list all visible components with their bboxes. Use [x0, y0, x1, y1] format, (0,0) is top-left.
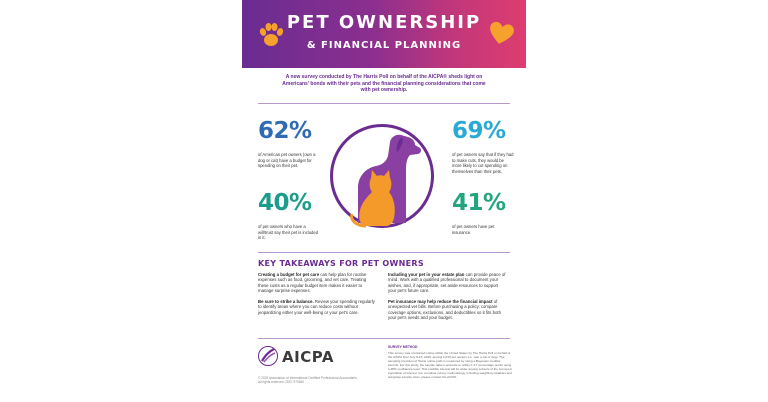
takeaway-body: can help plan for routine expenses such as food, grooming, and vet care. Treating these costs as a regular budget item makes it easier to manage surprise expenses.	[258, 272, 367, 293]
intro-text: A new survey conducted by The Harris Poll on behalf of the AICPA® sheds light on Americans' bonds with their pets and the financial planning considerations that come with pet ownership.	[282, 74, 486, 94]
copyright-text: © 2025 Association of International Certified Professional Accountants. All rights reserved. 2507-970840	[258, 376, 358, 385]
aicpa-logo: AICPA	[282, 348, 334, 366]
stat-value: 62%	[258, 118, 312, 144]
divider	[258, 338, 510, 339]
heart-icon	[488, 22, 514, 46]
takeaways-title: KEY TAKEAWAYS FOR PET OWNERS	[258, 259, 424, 268]
takeaway-item	[388, 272, 506, 293]
header-banner	[242, 0, 526, 68]
takeaway-item	[388, 299, 506, 320]
stat-description: of pet owners who have a will/trust say their pet is included in it.	[258, 224, 319, 241]
survey-method-title: SURVEY METHOD	[388, 345, 418, 349]
divider	[258, 103, 510, 104]
takeaway-bold: Pet insurance may help reduce the financial impact	[388, 299, 493, 304]
takeaway-body: Review your spending regularly to identify areas where you can reduce costs without jeopardizing either your well-being or your pet's care.	[258, 299, 375, 315]
aicpa-logo-icon	[258, 346, 278, 366]
takeaway-item	[258, 272, 376, 293]
takeaway-bold: Including your pet in your estate plan	[388, 272, 465, 277]
stat-value: 69%	[452, 118, 506, 144]
takeaway-bold: Be sure to strike a balance.	[258, 299, 314, 304]
stat-description: of pet owners have pet insurance.	[452, 224, 495, 235]
stat-value: 40%	[258, 190, 312, 216]
page-subtitle: & FINANCIAL PLANNING	[306, 40, 462, 51]
stat-value: 41%	[452, 190, 506, 216]
dog-and-cat-icon	[336, 128, 434, 230]
page-title: PET OWNERSHIP	[286, 12, 482, 33]
takeaway-item	[258, 299, 376, 315]
takeaway-bold: Creating a budget for pet care	[258, 272, 320, 277]
stat-description: of American pet owners (own a dog or cat) have a budget for spending on their pet.	[258, 152, 316, 169]
takeaway-body: of unexpected vet bills. Before purchasing a policy, compare coverage options, exclusions, and deductibles so it fits both your pet's needs and your budget.	[388, 299, 501, 320]
takeaway-body: can provide peace of mind. Work with a qualified professional to document your wishes, and, if appropriate, set aside resources to support your pet's future care.	[388, 272, 506, 293]
divider	[258, 252, 510, 253]
survey-method-text: This survey was conducted online within the United States by The Harris Poll on behalf of the AICPA from July 9-15, 2025, among 1,019 pet owners (i.e. own a cat or dog). The sampling precision of Harris online polls is measured by using a Bayesian credible interval. For this study, the sample data is accurate to within ± 3.7 percentage points using a 95% confidence level. This credible interval will be wider among subsets of the surveyed population of interest. For complete survey methodology, including weighting variables and subgroup sample sizes, please contact the AICPA.	[388, 351, 512, 379]
stat-description: of pet owners say that if they had to make cuts, they would be more likely to cut spending on themselves than their pets.	[452, 152, 514, 174]
infographic-page	[242, 0, 526, 402]
